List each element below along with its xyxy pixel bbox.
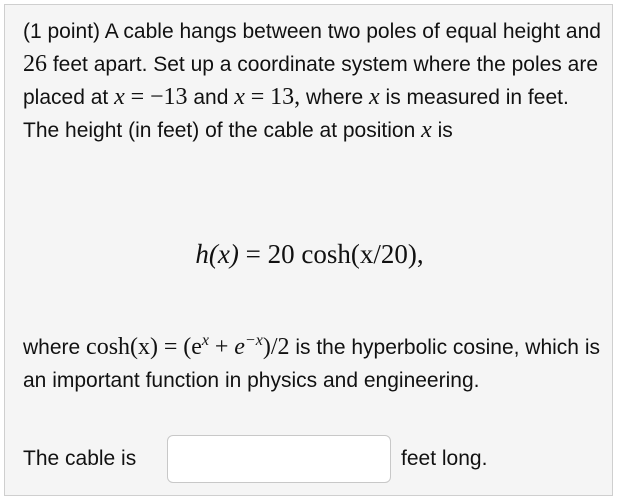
intro-text: A cable hangs between two poles of equal height and xyxy=(104,20,601,43)
comma: , xyxy=(294,84,301,110)
where-text: where xyxy=(23,336,81,359)
formula-rhs: 20 cosh(x/20), xyxy=(267,239,424,269)
and-text: and xyxy=(193,86,229,109)
cosh-definition xyxy=(23,331,603,397)
cosh-lhs: cosh(x) xyxy=(86,334,159,360)
equals-sign: = xyxy=(250,84,265,110)
formula-equals: = xyxy=(245,239,261,269)
definition-tail: is the hyperbolic cosine, which is an important function in physics and engineering. xyxy=(23,336,600,392)
measured-text: is measured in feet. The height (in feet) of the cable at position xyxy=(23,86,569,142)
problem-statement xyxy=(23,15,603,147)
cosh-rhs-open: (e xyxy=(183,334,202,360)
equals-sign: = xyxy=(130,84,145,110)
x-variable: x xyxy=(114,84,125,110)
x-variable: x xyxy=(369,84,380,110)
is-text: is xyxy=(437,119,453,142)
plus-sign: + xyxy=(214,334,229,360)
exponent-negative: −x xyxy=(244,332,263,349)
cosh-rhs-e: e xyxy=(234,334,245,360)
intro-text-2: feet apart. Set up a coordinate system where the poles are placed at xyxy=(23,53,598,109)
distance-value: 26 xyxy=(23,51,47,77)
left-pole-position: −13 xyxy=(149,84,188,110)
formula-lhs: h(x) xyxy=(195,239,239,269)
exponent-positive: x xyxy=(201,332,210,349)
height-formula xyxy=(5,237,614,271)
right-pole-position: 13 xyxy=(270,84,295,110)
problem-panel xyxy=(4,4,613,496)
answer-unit: feet long. xyxy=(401,447,488,470)
answer-label: The cable is xyxy=(23,447,137,470)
where-text: where xyxy=(305,86,364,109)
cosh-rhs-close: )/2 xyxy=(262,334,290,360)
equals-sign: = xyxy=(163,334,178,360)
x-variable: x xyxy=(421,117,432,143)
x-variable: x xyxy=(234,84,245,110)
points-label: (1 point) xyxy=(23,20,101,43)
cable-length-input[interactable] xyxy=(167,435,391,483)
